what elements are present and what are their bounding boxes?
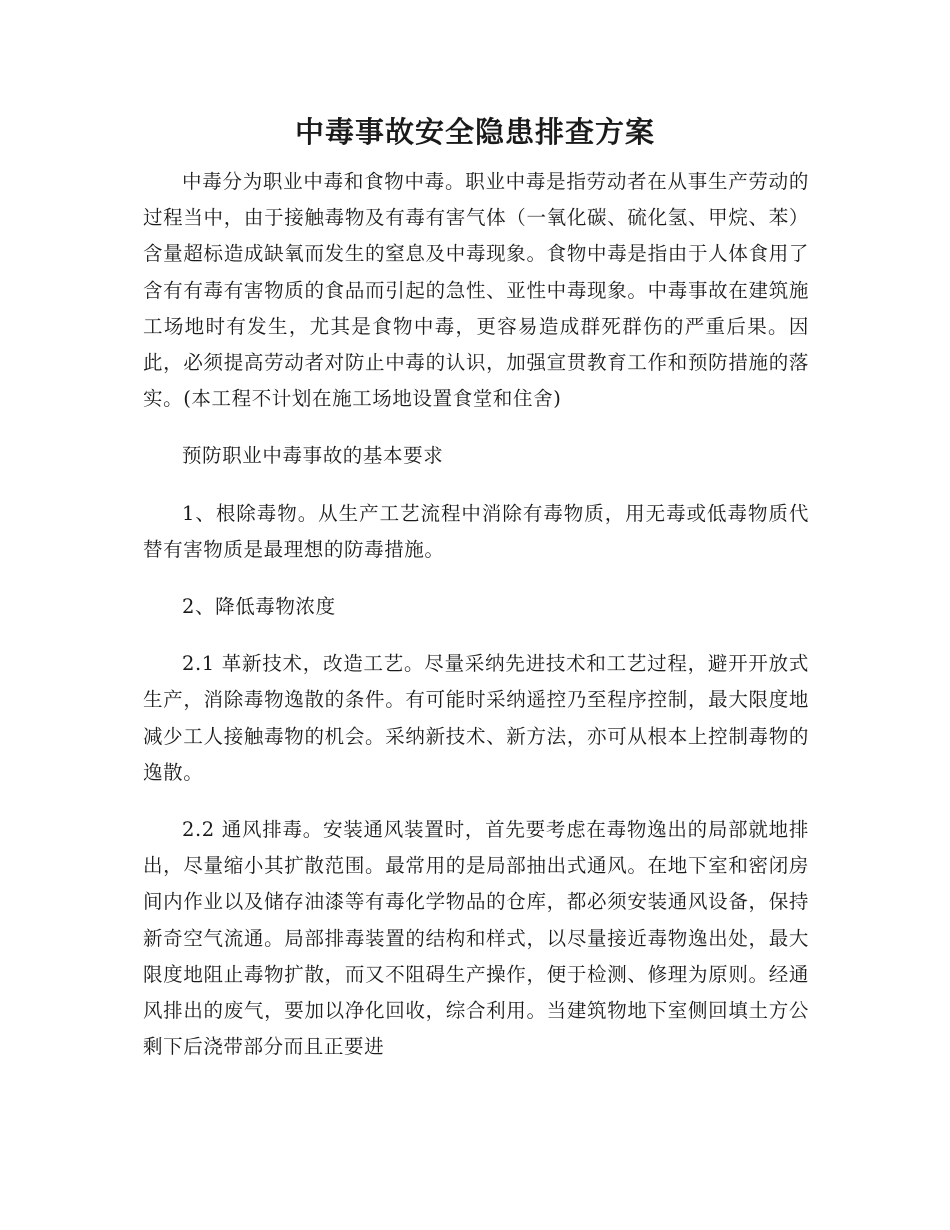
document-title: 中毒事故安全隐患排查方案 [294, 115, 655, 149]
paragraph-section-heading: 预防职业中毒事故的基本要求 [182, 444, 444, 468]
paragraph-item-2: 2、降低毒物浓度 [182, 595, 336, 619]
paragraph-intro: 中毒分为职业中毒和食物中毒。职业中毒是指劳动者在从事生产劳动的过程当中，由于接触毒物及有毒有害气体（一氧化碳、硫化氢、甲烷、苯）含量超标造成缺氧而发生的窒息及中毒现象。食物中毒是指由于人体食用了含有有毒有害物质的食品而引起的急性、亚性中毒现象。中毒事故在建筑施工场地时有发生，尤其是食物中毒，更容易造成群死群伤的严重后果。因此，必须提高劳动者对防止中毒的认识，加强宣贯教育工作和预防措施的落实。(本工程不计划在施工场地设置食堂和住舍) [143, 170, 809, 411]
paragraph-item-2-2: 2.2 通风排毒。安装通风装置时，首先要考虑在毒物逸出的局部就地排出，尽量缩小其扩散范围。最常用的是局部抽出式通风。在地下室和密闭房间内作业以及储存油漆等有毒化学物品的仓库，都必须安装通风设备，保持新奇空气流通。局部排毒装置的结构和样式，以尽量接近毒物逸出处，最大限度地阻止毒物扩散，而又不阻碍生产操作，便于检测、修理为原则。经通风排出的废气，要加以净化回收，综合利用。当建筑物地下室侧回填土方公剩下后浇带部分而且正要进 [143, 818, 809, 1059]
paragraph-item-2-1: 2.1 革新技术，改造工艺。尽量采纳先进技术和工艺过程，避开开放式生产，消除毒物逸散的条件。有可能时采纳遥控乃至程序控制，最大限度地减少工人接触毒物的机会。采纳新技术、新方法，亦可从根本上控制毒物的逸散。 [143, 652, 809, 784]
paragraph-item-1: 1、根除毒物。从生产工艺流程中消除有毒物质，用无毒或低毒物质代替有害物质是最理想的防毒措施。 [143, 501, 809, 561]
document-body [143, 164, 809, 1065]
